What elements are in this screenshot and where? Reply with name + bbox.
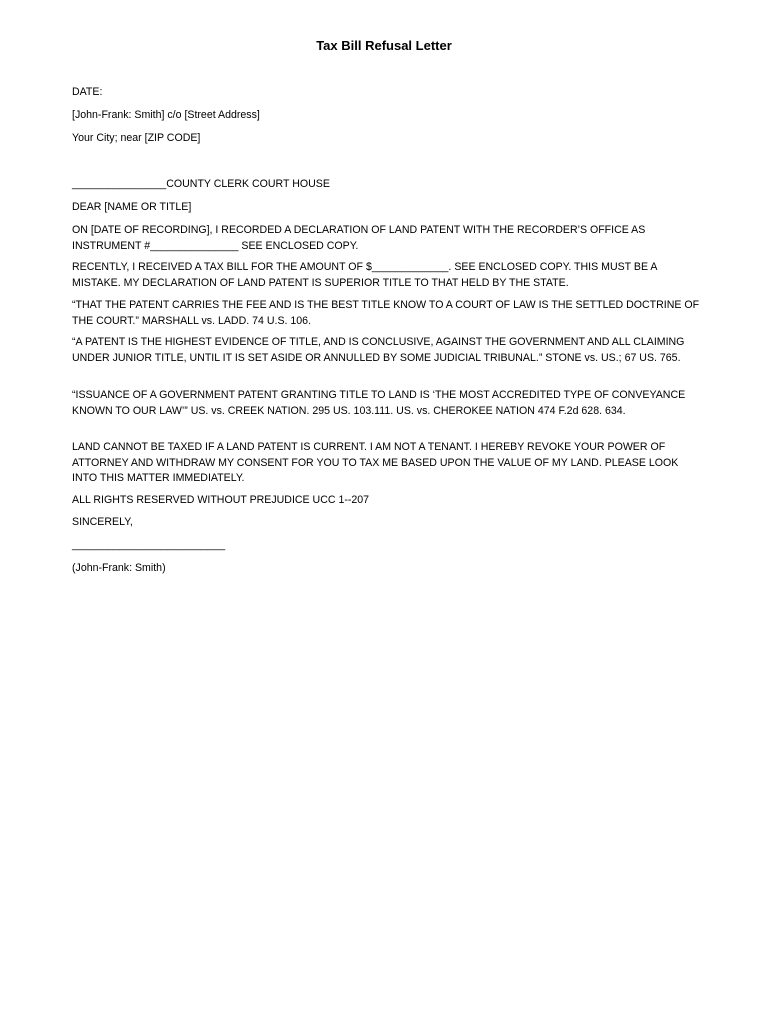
signature-line: __________________________ — [72, 539, 226, 551]
signature-name: (John-Frank: Smith) — [72, 562, 166, 574]
paragraph-recording: ON [DATE OF RECORDING], I RECORDED A DECLARATION OF LAND PATENT WITH THE RECORDER’S OFFICE AS INSTRUMENT #_______________ SEE ENCLOSED COPY. — [72, 224, 646, 252]
closing: SINCERELY, — [72, 516, 133, 528]
salutation: DEAR [NAME OR TITLE] — [72, 201, 192, 213]
document-title: Tax Bill Refusal Letter — [316, 38, 452, 53]
sender-city-line: Your City; near [ZIP CODE] — [72, 132, 201, 144]
paragraph-stone-quote: “A PATENT IS THE HIGHEST EVIDENCE OF TITLE, AND IS CONCLUSIVE, AGAINST THE GOVERNMENT AND ALL CLAIMING UNDER JUNIOR TITLE, UNTIL IT IS SET ASIDE OR ANNULLED BY SOME JUDICIAL TRIBUNAL.” STONE vs. US.; 67 US. 765. — [72, 336, 685, 364]
paragraph-tax-bill: RECENTLY, I RECEIVED A TAX BILL FOR THE AMOUNT OF $_____________. SEE ENCLOSED COPY. THIS MUST BE A MISTAKE. MY DECLARATION OF LAND PATENT IS SUPERIOR TITLE TO THAT HELD BY THE STATE. — [72, 261, 657, 289]
date-label: DATE: — [72, 86, 103, 98]
sender-name-line: [John-Frank: Smith] c/o [Street Address] — [72, 109, 260, 121]
recipient-line: ________________COUNTY CLERK COURT HOUSE — [72, 178, 330, 190]
paragraph-revocation: LAND CANNOT BE TAXED IF A LAND PATENT IS CURRENT. I AM NOT A TENANT. I HEREBY REVOKE YOUR POWER OF ATTORNEY AND WITHDRAW MY CONSENT FOR YOU TO TAX ME BASED UPON THE VALUE OF MY LAND. PLEASE LOOK INTO THIS MATTER IMMEDIATELY. — [72, 441, 679, 484]
paragraph-creek-nation-quote: “ISSUANCE OF A GOVERNMENT PATENT GRANTING TITLE TO LAND IS ‘THE MOST ACCREDITED TYPE OF CONVEYANCE KNOWN TO OUR LAW’” US. vs. CREEK NATION. 295 US. 103.111. US. vs. CHEROKEE NATION 474 F.2d 628. 634. — [72, 389, 686, 417]
paragraph-rights-reserved: ALL RIGHTS RESERVED WITHOUT PREJUDICE UCC 1--207 — [72, 494, 370, 506]
paragraph-marshall-quote: “THAT THE PATENT CARRIES THE FEE AND IS THE BEST TITLE KNOW TO A COURT OF LAW IS THE SETTLED DOCTRINE OF THE COURT.” MARSHALL vs. LADD. 74 U.S. 106. — [72, 299, 700, 327]
